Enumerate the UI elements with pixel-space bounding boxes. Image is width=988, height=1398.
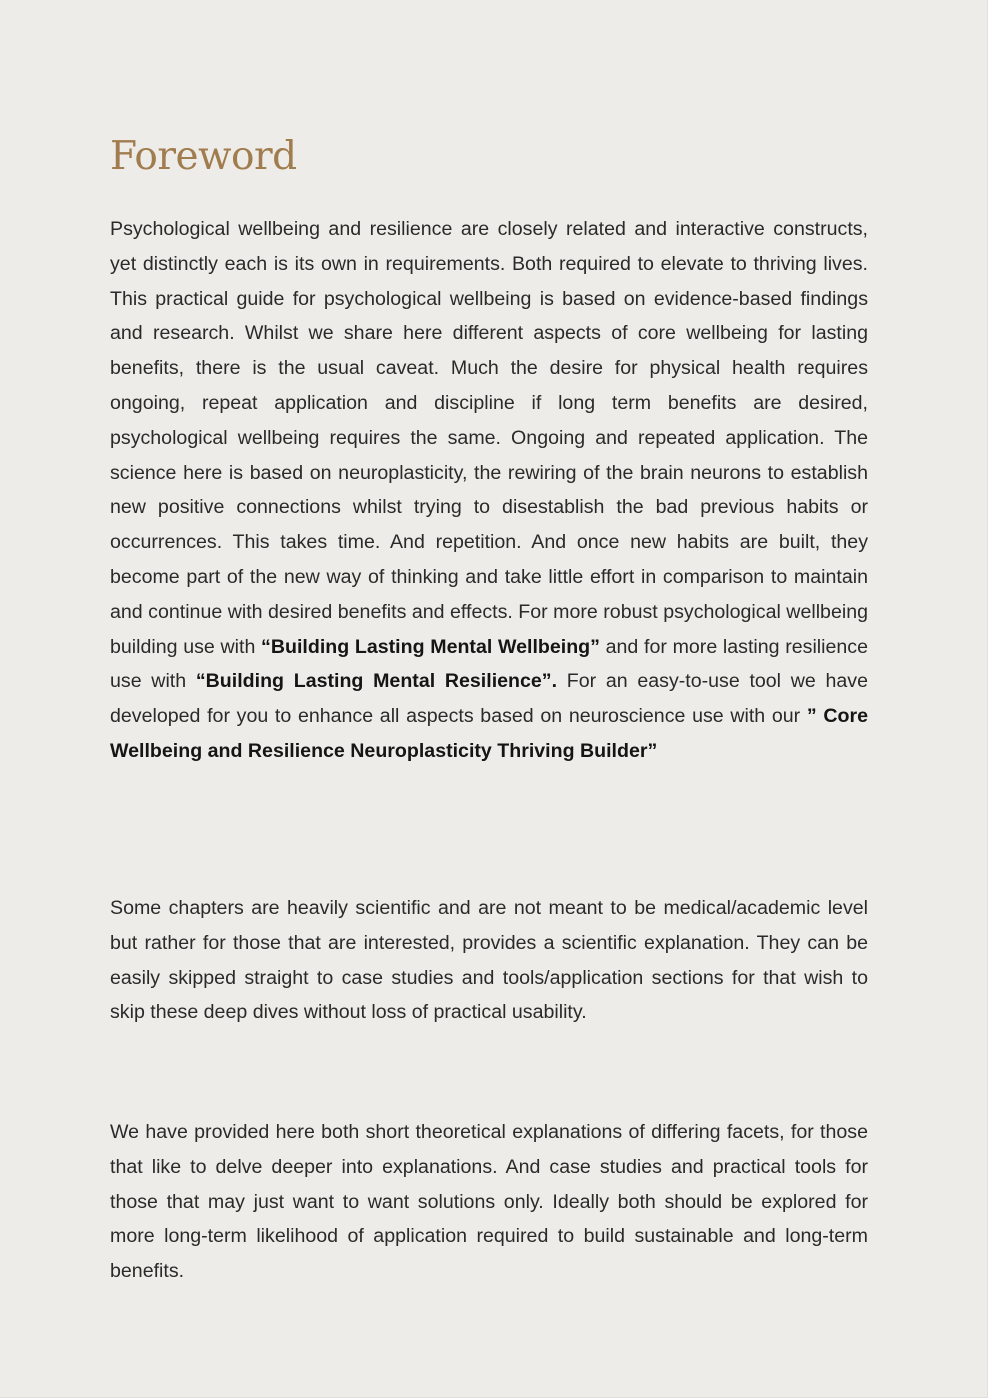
book-title-mental-resilience: “Building Lasting Mental Resilience”. [195, 670, 558, 693]
foreword-paragraph-3: We have provided here both short theoretical explanations of differing facets, for those that like to delve deeper into explanations. And case studies and practical tools for those that may just want to want solutions only. Ideally both should be explored for more long-term likelihood of application required to build sustainable and long-term benefits. [110, 1121, 868, 1283]
tool-title-thriving-builder: ” Core Wellbeing and Resilience Neuroplasticity Thriving Builder” [110, 705, 868, 762]
paragraph-1-text-b: and for more lasting resilience use with [110, 635, 868, 693]
foreword-paragraph-2: Some chapters are heavily scientific and are not meant to be medical/academic level but rather for those that are interested, provides a scientific explanation. They can be easily skipped straight to case studies and tools/application sections for that wish to skip these deep dives without loss of practical usability. [110, 897, 868, 1024]
paragraph-1-text-c: For an easy-to-use tool we have developed for you to enhance all aspects based on neuroscience use with our [110, 670, 868, 728]
paragraph-1-text-a: Psychological wellbeing and resilience are closely related and interactive constructs, yet distinctly each is its own in requirements. Both required to elevate to thriving lives. This practical guide for psychological wellbeing is based on evidence-based findings and research. Whilst we share here different aspects of core wellbeing for lasting benefits, there is the usual caveat. Much the desire for physical health requires ongoing, repeat application and discipline if long term benefits are desired, psychological wellbeing requires the same. Ongoing and repeated application. The science here is based on neuroplasticity, the rewiring of the brain neurons to establish new positive connections whilst trying to disestablish the bad previous habits or occurrences. This takes time. And repetition. And once new habits are built, they become part of the new way of thinking and take little effort in comparison to maintain and continue with desired benefits and effects. For more robust psychological wellbeing building use with [110, 218, 868, 658]
foreword-paragraph-1 [110, 212, 868, 769]
page-title: Foreword [110, 134, 297, 179]
book-title-mental-wellbeing: “Building Lasting Mental Wellbeing” [261, 635, 600, 658]
